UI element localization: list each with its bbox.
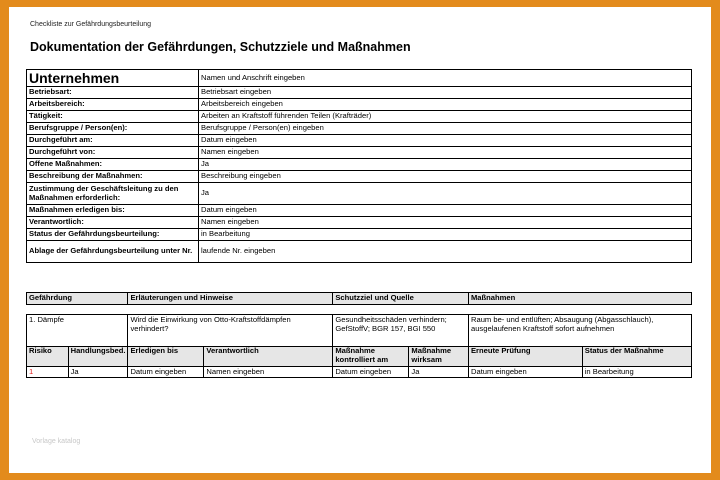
hazard-table <box>26 292 692 378</box>
info-value[interactable]: Beschreibung eingeben <box>199 171 692 183</box>
info-value[interactable]: Ja <box>199 183 692 205</box>
header-measures: Maßnahmen <box>468 293 691 305</box>
responsible-value[interactable]: Namen eingeben <box>204 367 333 378</box>
header-hazard: Gefährdung <box>27 293 128 305</box>
subheader-risk: Risiko <box>27 347 69 367</box>
watermark: Vorlage katalog <box>32 438 81 445</box>
info-value[interactable]: Namen eingeben <box>199 147 692 159</box>
info-table <box>26 69 692 263</box>
info-label: Beschreibung der Maßnahmen: <box>27 171 199 183</box>
subheader-due: Erledigen bis <box>128 347 204 367</box>
info-label: Berufsgruppe / Person(en): <box>27 123 199 135</box>
effective-value[interactable]: Ja <box>409 367 469 378</box>
subheader-status: Status der Maßnahme <box>582 347 691 367</box>
info-value[interactable]: Datum eingeben <box>199 135 692 147</box>
document-title: Dokumentation der Gefährdungen, Schutzziele und Maßnahmen <box>30 40 411 54</box>
info-label: Arbeitsbereich: <box>27 99 199 111</box>
info-value[interactable]: laufende Nr. eingeben <box>199 241 692 263</box>
subheader-responsible: Verantwortlich <box>204 347 333 367</box>
info-label: Verantwortlich: <box>27 217 199 229</box>
company-value[interactable]: Namen und Anschrift eingeben <box>199 70 692 87</box>
document-page <box>9 7 711 473</box>
info-value[interactable]: Arbeitsbereich eingeben <box>199 99 692 111</box>
info-label: Zustimmung der Geschäftsleitung zu den Maßnahmen erforderlich: <box>27 183 199 205</box>
info-label: Durchgeführt am: <box>27 135 199 147</box>
subheader-recheck: Erneute Prüfung <box>468 347 582 367</box>
info-value[interactable]: in Bearbeitung <box>199 229 692 241</box>
info-label: Maßnahmen erledigen bis: <box>27 205 199 217</box>
info-value[interactable]: Namen eingeben <box>199 217 692 229</box>
subheader-effective: Maßnahme wirksam <box>409 347 469 367</box>
due-value[interactable]: Datum eingeben <box>128 367 204 378</box>
subheader-checked-on: Maßnahme kontrolliert am <box>333 347 409 367</box>
info-value[interactable]: Arbeiten an Kraftstoff führenden Teilen (Krafträder) <box>199 111 692 123</box>
hazard-cell[interactable]: 1. Dämpfe <box>27 315 128 347</box>
header-goal: Schutzziel und Quelle <box>333 293 469 305</box>
action-needed-value[interactable]: Ja <box>68 367 128 378</box>
info-label: Durchgeführt von: <box>27 147 199 159</box>
info-label: Tätigkeit: <box>27 111 199 123</box>
info-value[interactable]: Berufsgruppe / Person(en) eingeben <box>199 123 692 135</box>
info-value[interactable]: Ja <box>199 159 692 171</box>
spacer-row <box>27 305 692 315</box>
info-label: Offene Maßnahmen: <box>27 159 199 171</box>
recheck-value[interactable]: Datum eingeben <box>468 367 582 378</box>
pre-title: Checkliste zur Gefährdungsbeurteilung <box>30 21 152 28</box>
measures-cell[interactable]: Raum be- und entlüften; Absaugung (Abgasschlauch), ausgelaufenen Kraftstoff sofort aufnehmen <box>468 315 691 347</box>
subheader-action-needed: Handlungsbed. <box>68 347 128 367</box>
info-label: Status der Gefährdungsbeurteilung: <box>27 229 199 241</box>
info-label: Betriebsart: <box>27 87 199 99</box>
company-label: Unternehmen <box>27 70 199 87</box>
info-label: Ablage der Gefährdungsbeurteilung unter Nr. <box>27 241 199 263</box>
checked-on-value[interactable]: Datum eingeben <box>333 367 409 378</box>
header-explanation: Erläuterungen und Hinweise <box>128 293 333 305</box>
status-value[interactable]: in Bearbeitung <box>582 367 691 378</box>
explanation-cell[interactable]: Wird die Einwirkung von Otto-Kraftstoffdämpfen verhindert? <box>128 315 333 347</box>
info-value[interactable]: Betriebsart eingeben <box>199 87 692 99</box>
risk-value[interactable]: 1 <box>27 367 69 378</box>
info-value[interactable]: Datum eingeben <box>199 205 692 217</box>
goal-cell[interactable]: Gesundheitsschäden verhindern; GefStoffV; BGR 157, BGI 550 <box>333 315 469 347</box>
